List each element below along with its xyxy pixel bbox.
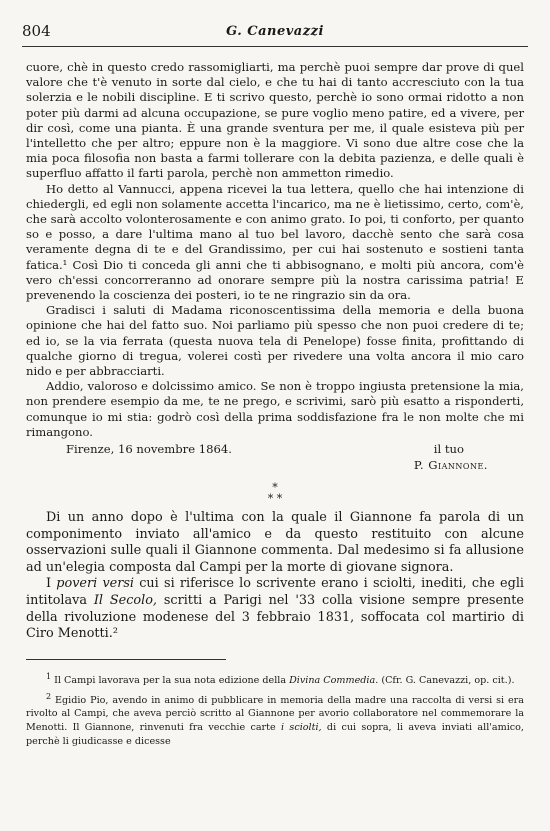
text-run: I — [46, 576, 57, 592]
text-run: Il Campi lavorava per la sua nota edizione della — [51, 675, 290, 687]
letter-paragraph: Ho detto al Vannucci, appena ricevei la tua lettera, quello che hai intenzione di chiedergli, ed egli non solamente accetta l'incarico, ma ne è lietissimo, certo, com'è, che sarà accolto volonterosamente e con animo grato. Io poi, ti conforto, per quanto so e posso, a dare l'ultima mano al tuo bel lavoro, dacchè sento che sarà cosa veramente degna di te e del Grandissimo, per cui hai sostenuto e sostieni tanta fatica.¹ Così Dio ti conceda gli anni che ti abbisognano, e molti più ancora, com'è vero ch'essi concorreranno ad onorare sempre più la nostra carissima patria! E prevenendo la coscienza dei posteri, io te ne ringrazio sin da ora. — [26, 181, 524, 303]
narrative-paragraph — [26, 576, 524, 642]
italic-title: poveri versi — [56, 576, 135, 592]
page-number: 804 — [22, 22, 51, 40]
text-run: Egidio Pio, avendo in animo di pubblicare in memoria della madre una raccolta di versi si era rivolto al Campi, che aveva perciò scritto al Giannone per avorio collaboratore nel commemorare la Menotti. Il Giannone, rinvenuti fra vecchie carte — [26, 694, 524, 733]
signer-name: P. Giannone. — [413, 458, 488, 473]
narrative — [26, 510, 524, 643]
letter-signature-block — [26, 442, 524, 476]
letter-paragraph: Gradisci i saluti di Madama riconoscentissima della memoria e della buona opinione che hai del fatto suo. Noi parliamo più spesso che non puoi credere di te; ed io, se la via ferrata (questa nuova tela di Penelope) fosse finita, profittando di qualche giorno di tregua, volerei costì per rivedere una volta ancora il mio caro nido e per abbracciarti. — [26, 303, 524, 379]
text-run: (Cfr. G. Canevazzi, op. cit.). — [378, 675, 515, 687]
closing: il tuo — [433, 442, 464, 457]
text-run: cui si riferisce lo scrivente erano i sciolti, inediti, che egli intitolava — [26, 576, 525, 609]
text-run: di cui sopra, li aveva inviati all'amico, perchè li giudicasse e dicesse — [26, 721, 524, 747]
text-run: scritti a Parigi nel '33 colla visione sempre presente della rivoluzione modenese del 3 febbraio 1831, soffocata col martirio di Ciro Menotti.² — [26, 593, 524, 642]
italic-title: i sciolti, — [281, 721, 322, 733]
footnote-marker: 2 — [46, 691, 52, 701]
footnote-marker: 1 — [46, 671, 52, 681]
page-header — [22, 20, 528, 47]
letter — [26, 60, 524, 476]
page-body — [26, 60, 524, 750]
footnote-rule — [26, 659, 226, 660]
letter-paragraph: Addio, valoroso e dolcissimo amico. Se non è troppo ingiusta pretensione la mia, non prendere esempio da me, te ne prego, e scrivimi, sarò più esatto a risponderti, comunque io mi stia: godrò così della prima soddisfazione fra le non molte che mi rimangono. — [26, 379, 524, 439]
footnotes — [26, 670, 524, 748]
running-head: G. Canevazzi — [226, 24, 324, 39]
italic-title: Il Secolo, — [93, 593, 157, 609]
footnote — [26, 690, 524, 749]
place-date: Firenze, 16 novembre 1864. — [66, 442, 232, 457]
letter-paragraph: cuore, chè in questo credo rassomigliarti, ma perchè puoi sempre dar prove di quel valore che t'è venuto in sorte dal cielo, e che tu hai di tanto accresciuto con la tua solerzia e le nobili discipline. E ti scrivo questo, perchè io sono ormai ridotto a non poter più darmi ad alcuna occupazione, se pure voglio meno patire, ed a vivere, per dir così, come una pianta. È una grande sventura per me, il quale esisteva più per l'intelletto che per altro; eppure non è la maggiore. Vi sono due altre cose che la mia poca filosofia non basta a farmi tollerare con la debita pazienza, e delle quali è superfluo affatto il farti parola, perchè non ammetton rimedio. — [26, 60, 524, 181]
asterism-top: * — [272, 481, 278, 495]
italic-title: Divina Commedia. — [289, 675, 379, 687]
narrative-paragraph: Di un anno dopo è l'ultima con la quale il Giannone fa parola di un componimento inviato all'amico e da questo restituito con alcune osservazioni sulle quali il Giannone commenta. Dal medesimo si fa allusione ad un'elegia composta dal Campi per la morte di giovane signora. — [26, 510, 524, 575]
footnote — [26, 670, 524, 688]
asterism-bottom: * * — [267, 492, 283, 506]
section-separator — [26, 482, 524, 504]
